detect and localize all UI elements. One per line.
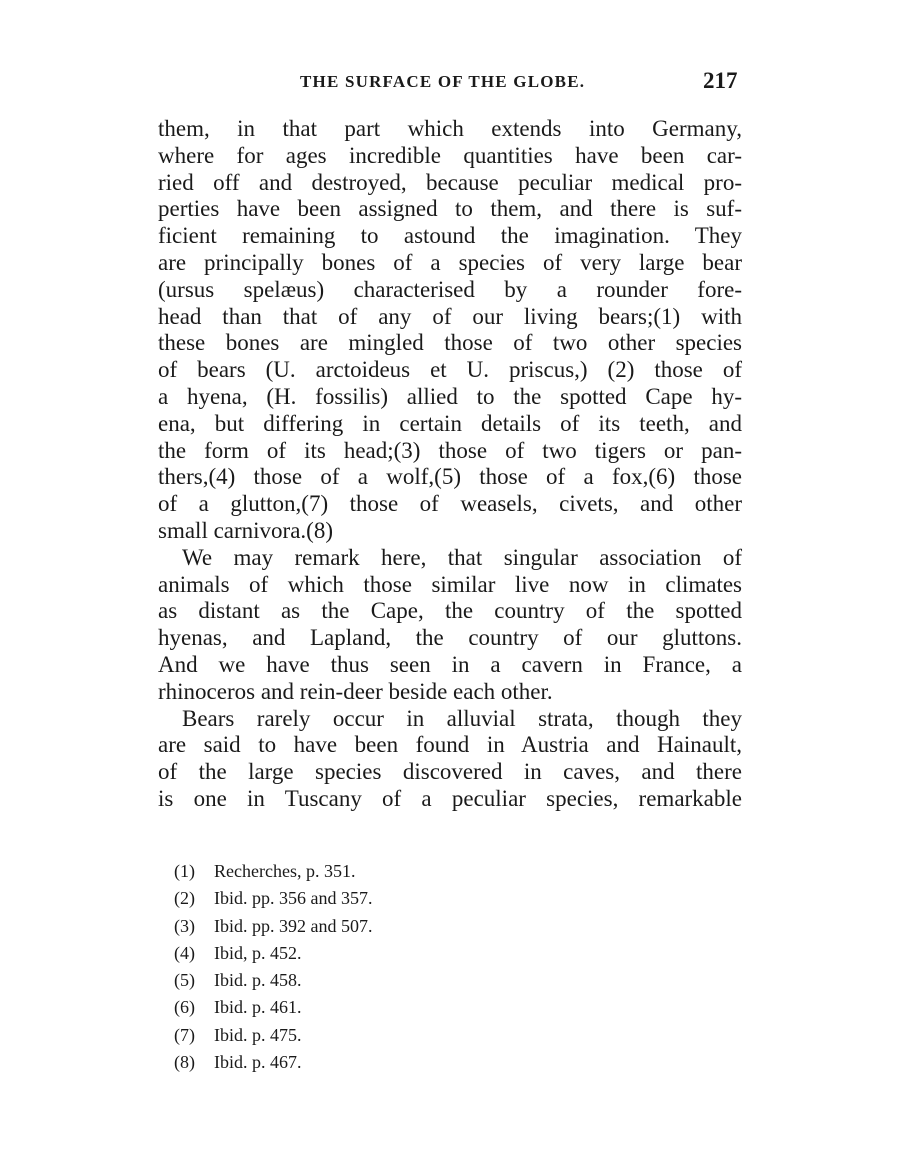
footnote-number: (2) [174,888,195,909]
text-line: ried off and destroyed, because peculiar medical pro- [158,169,742,195]
text-line: head than that of any of our living bears;(1) with [158,303,742,329]
text-line: of the large species discovered in caves, and there [158,759,742,785]
footnote-text: Ibid. p. 458. [214,970,302,991]
footnote [174,994,372,1021]
footnote [174,913,372,940]
footnote-number: (7) [174,1024,195,1045]
text-line: of a glutton,(7) those of weasels, civets, and other [158,491,742,517]
footnote-number: (3) [174,915,195,936]
text-line: (ursus spelæus) characterised by a rounder fore- [158,276,742,302]
footnotes [174,858,372,1076]
footnote-text: Ibid, p. 452. [214,942,302,963]
footnote [174,940,372,967]
text-line: thers,(4) those of a wolf,(5) those of a fox,(6) those [158,464,742,490]
text-line: are principally bones of a species of very large bear [158,249,742,275]
footnote-text: Ibid. pp. 392 and 507. [214,915,373,936]
text-line: hyenas, and Lapland, the country of our gluttons. [158,625,742,651]
text-line: ficient remaining to astound the imagination. They [158,223,742,249]
footnote-text: Ibid. pp. 356 and 357. [214,888,373,909]
footnote-text: Ibid. p. 461. [214,997,302,1018]
footnote-number: (5) [174,970,195,991]
footnote-text: Ibid. p. 467. [214,1052,302,1073]
footnote [174,967,372,994]
text-line: as distant as the Cape, the country of the spotted [158,598,742,624]
footnote-number: (8) [174,1052,195,1073]
text-line: of bears (U. arctoideus et U. priscus,) (2) those of [158,357,742,383]
text-line: are said to have been found in Austria and Hainault, [158,732,742,758]
text-line: them, in that part which extends into Germany, [158,116,742,141]
footnote-number: (1) [174,861,195,881]
text-line: small carnivora.(8) [158,517,333,543]
text-line: the form of its head;(3) those of two tigers or pan- [158,437,742,463]
text-line: We may remark here, that singular association of [182,544,742,570]
text-line: And we have thus seen in a cavern in France, a [158,651,742,677]
footnote [174,1022,372,1049]
footnote [174,885,372,912]
text-line: rhinoceros and rein-deer beside each other. [158,678,553,704]
text-line: these bones are mingled those of two other species [158,330,742,356]
footnote-number: (4) [174,942,195,963]
text-line: a hyena, (H. fossilis) allied to the spotted Cape hy- [158,383,742,409]
body-text [158,116,742,813]
footnote-text: Recherches, p. 351. [214,861,356,881]
text-line: perties have been assigned to them, and there is suf- [158,196,742,222]
text-line: where for ages incredible quantities have been car- [158,142,742,168]
footnote-text: Ibid. p. 475. [214,1024,302,1045]
text-line: is one in Tuscany of a peculiar species, remarkable [158,785,742,811]
text-line: animals of which those similar live now in climates [158,571,742,597]
footnote [174,1049,372,1076]
footnote-number: (6) [174,997,195,1018]
page-number: 217 [703,68,738,93]
footnote [174,858,372,885]
text-line: ena, but differing in certain details of its teeth, and [158,410,742,436]
text-line: Bears rarely occur in alluvial strata, though they [182,705,742,731]
running-title: THE SURFACE OF THE GLOBE. [300,72,586,91]
